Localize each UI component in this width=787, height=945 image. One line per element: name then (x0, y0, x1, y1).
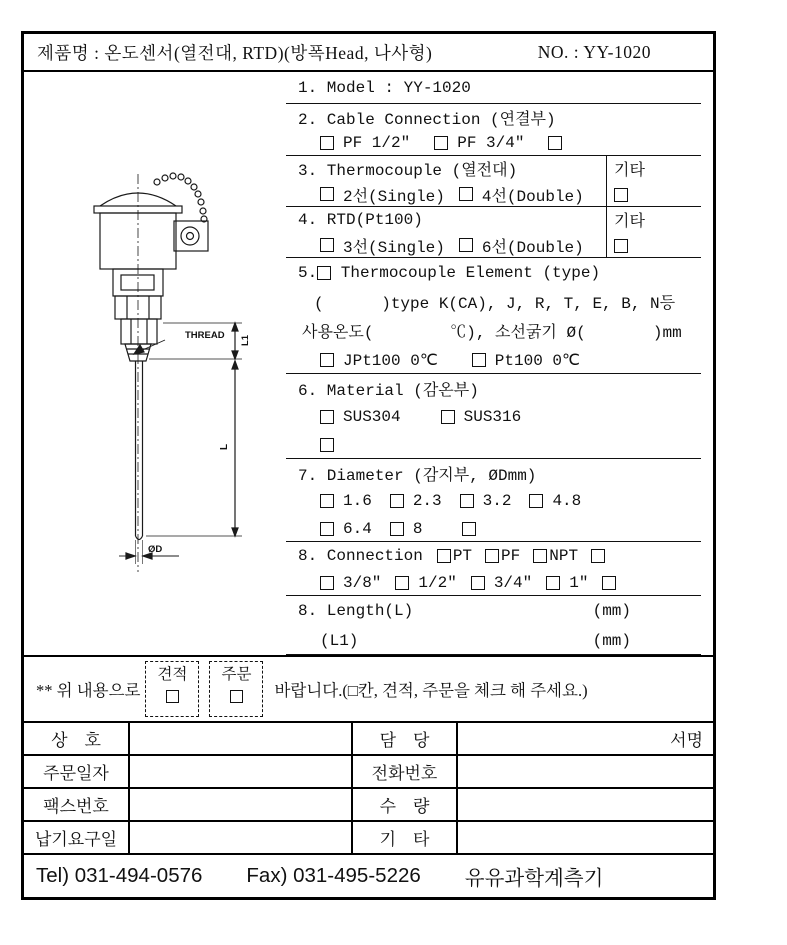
product-title: 제품명 : 온도센서(열전대, RTD)(방폭Head, 나사형) (37, 42, 433, 63)
neck-window (121, 275, 154, 290)
option-label: JPt100 0℃ (343, 351, 438, 370)
element-heading: Thermocouple Element (type) (331, 263, 601, 282)
option-label: 1/2" (418, 573, 457, 592)
checkbox-tc-4wire[interactable] (459, 187, 473, 201)
checkbox-rtd-other[interactable] (614, 239, 628, 253)
material-heading: 6. Material (감온부) (298, 382, 479, 400)
contact-table (24, 723, 713, 855)
main-area (24, 72, 713, 657)
checkbox-pf-half[interactable] (320, 136, 334, 150)
instruction-suffix: 바랍니다.(□칸, 견적, 주문을 체크 해 주세요.) (274, 681, 588, 700)
checkbox-d23[interactable] (390, 494, 404, 508)
sensor-diagram (24, 72, 286, 655)
option-label: 1.6 (343, 492, 372, 510)
model-heading: 1. Model : YY-1020 (298, 78, 471, 97)
spec-form (286, 72, 701, 655)
checkbox-d16[interactable] (320, 494, 334, 508)
order-form-sheet (21, 31, 716, 900)
checkbox-c12[interactable] (395, 576, 409, 590)
checkbox-connection-other[interactable] (591, 549, 605, 563)
delivery-date-label: 납기요구일 (24, 822, 130, 855)
option-label: SUS316 (463, 408, 522, 426)
option-label: 2.3 (412, 492, 442, 510)
quote-label: 견적 (157, 666, 188, 683)
probe-tip (136, 536, 143, 540)
cap-screw (187, 233, 194, 240)
section-rtd (286, 207, 701, 258)
checkbox-c38[interactable] (320, 576, 334, 590)
checkbox-tc-other[interactable] (614, 188, 628, 202)
quantity-field[interactable] (458, 789, 713, 822)
instruction-row (24, 657, 713, 723)
checkbox-rtd-3wire[interactable] (320, 238, 334, 252)
cap (181, 227, 199, 245)
company-name-field[interactable] (130, 723, 353, 756)
option-label: Pt100 0℃ (494, 351, 580, 370)
option-label: 1" (569, 573, 589, 592)
checkbox-npt[interactable] (533, 549, 547, 563)
option-label: NPT (549, 546, 579, 565)
section-material (286, 374, 701, 459)
instruction-prefix: ** 위 내용으로 (36, 681, 141, 700)
signature-label: 서명 (670, 731, 703, 750)
checkbox-diameter-other[interactable] (462, 522, 476, 536)
checkbox-pt[interactable] (437, 549, 451, 563)
length-l-unit: (mm) (592, 602, 631, 620)
footer-row (24, 855, 713, 897)
checkbox-pf[interactable] (485, 549, 499, 563)
section-model (286, 72, 701, 104)
checkbox-d64[interactable] (320, 522, 334, 536)
dim-l1-label: L1 (240, 334, 251, 346)
section-cable-connection (286, 104, 701, 156)
checkbox-d32[interactable] (460, 494, 474, 508)
checkbox-cable-other[interactable] (548, 136, 562, 150)
cable-connection-heading: 2. Cable Connection (연결부) (298, 110, 556, 129)
company-name: 유유과학계측기 (464, 867, 604, 890)
checkbox-d8[interactable] (390, 522, 404, 536)
other-label: 기타 (614, 213, 645, 231)
length-l1-unit: (mm) (592, 631, 631, 650)
checkbox-tc-element[interactable] (317, 266, 331, 280)
checkbox-sus316[interactable] (441, 410, 455, 424)
person-in-charge-label: 담 당 (353, 723, 458, 756)
checkbox-material-other[interactable] (320, 438, 334, 452)
option-label: 6선(Double) (481, 238, 584, 257)
checkbox-quote[interactable] (166, 690, 179, 703)
fax-field[interactable] (130, 789, 353, 822)
company-name-label: 상 호 (24, 723, 130, 756)
thermocouple-heading: 3. Thermocouple (열전대) (298, 162, 518, 180)
length-l-label: 8. Length(L) (298, 602, 414, 620)
sensor-drawing-svg (24, 72, 286, 657)
option-label: 3/4" (493, 573, 533, 592)
option-label: 6.4 (343, 519, 372, 538)
order-label: 주문 (221, 666, 252, 683)
doc-number: NO. : YY-1020 (537, 41, 651, 62)
option-label: 3.2 (482, 492, 512, 510)
checkbox-c1[interactable] (546, 576, 560, 590)
delivery-date-field[interactable] (130, 822, 353, 855)
tel-number: Tel) 031-494-0576 (36, 864, 203, 887)
section-thermocouple (286, 156, 701, 207)
option-label: 4.8 (552, 492, 582, 510)
checkbox-tc-2wire[interactable] (320, 187, 334, 201)
section-diameter (286, 459, 701, 542)
option-label: 8 (412, 519, 423, 538)
checkbox-rtd-6wire[interactable] (459, 238, 473, 252)
checkbox-sus304[interactable] (320, 410, 334, 424)
thread-label: THREAD (185, 330, 225, 341)
hex-nut-lower (121, 319, 157, 344)
phone-field[interactable] (458, 756, 713, 789)
connection-heading: 8. Connection (298, 546, 423, 565)
section-connection (286, 542, 701, 596)
option-label: 3선(Single) (343, 238, 445, 257)
fax-label: 팩스번호 (24, 789, 130, 822)
checkbox-d48[interactable] (529, 494, 543, 508)
element-number: 5. (298, 263, 318, 282)
etc-label: 기 타 (353, 822, 458, 855)
dim-d-label: ØD (148, 544, 163, 555)
section-length (286, 596, 701, 655)
order-date-label: 주문일자 (24, 756, 130, 789)
phone-label: 전화번호 (353, 756, 458, 789)
option-label: PF 1/2" (343, 134, 411, 152)
cap-chain (154, 173, 207, 222)
option-label: 3/8" (343, 573, 382, 592)
fax-number: Fax) 031-495-5226 (246, 864, 421, 887)
checkbox-order[interactable] (230, 690, 243, 703)
etc-field[interactable] (458, 822, 713, 855)
diameter-heading: 7. Diameter (감지부, ØDmm) (298, 466, 537, 485)
option-label: 2선(Single) (343, 187, 445, 206)
signature-field[interactable] (458, 723, 713, 756)
checkbox-jpt100[interactable] (320, 353, 334, 367)
checkbox-pt100[interactable] (472, 353, 486, 367)
section-tc-element (286, 258, 701, 374)
element-type-line: ( )type K(CA), J, R, T, E, B, N등 (314, 295, 676, 313)
other-label: 기타 (614, 162, 645, 180)
order-check-box (209, 661, 263, 717)
quote-check-box (145, 661, 199, 717)
quantity-label: 수 량 (353, 789, 458, 822)
dim-l-label: L (219, 443, 230, 450)
option-label: SUS304 (343, 408, 401, 426)
checkbox-csize-other[interactable] (602, 576, 616, 590)
element-temp-line: 사용온도( ℃), 소선굵기 Ø( )mm (302, 324, 682, 342)
order-date-field[interactable] (130, 756, 353, 789)
option-label: 4선(Double) (481, 187, 584, 206)
option-label: PF (501, 546, 521, 565)
checkbox-pf-threequarter[interactable] (434, 136, 448, 150)
option-label: PF 3/4" (457, 134, 525, 152)
checkbox-c34[interactable] (471, 576, 485, 590)
side-conduit (174, 221, 208, 251)
rtd-heading: 4. RTD(Pt100) (298, 210, 423, 229)
title-row (24, 34, 713, 72)
option-label: PT (452, 546, 473, 565)
length-l1-label: (L1) (320, 631, 359, 650)
